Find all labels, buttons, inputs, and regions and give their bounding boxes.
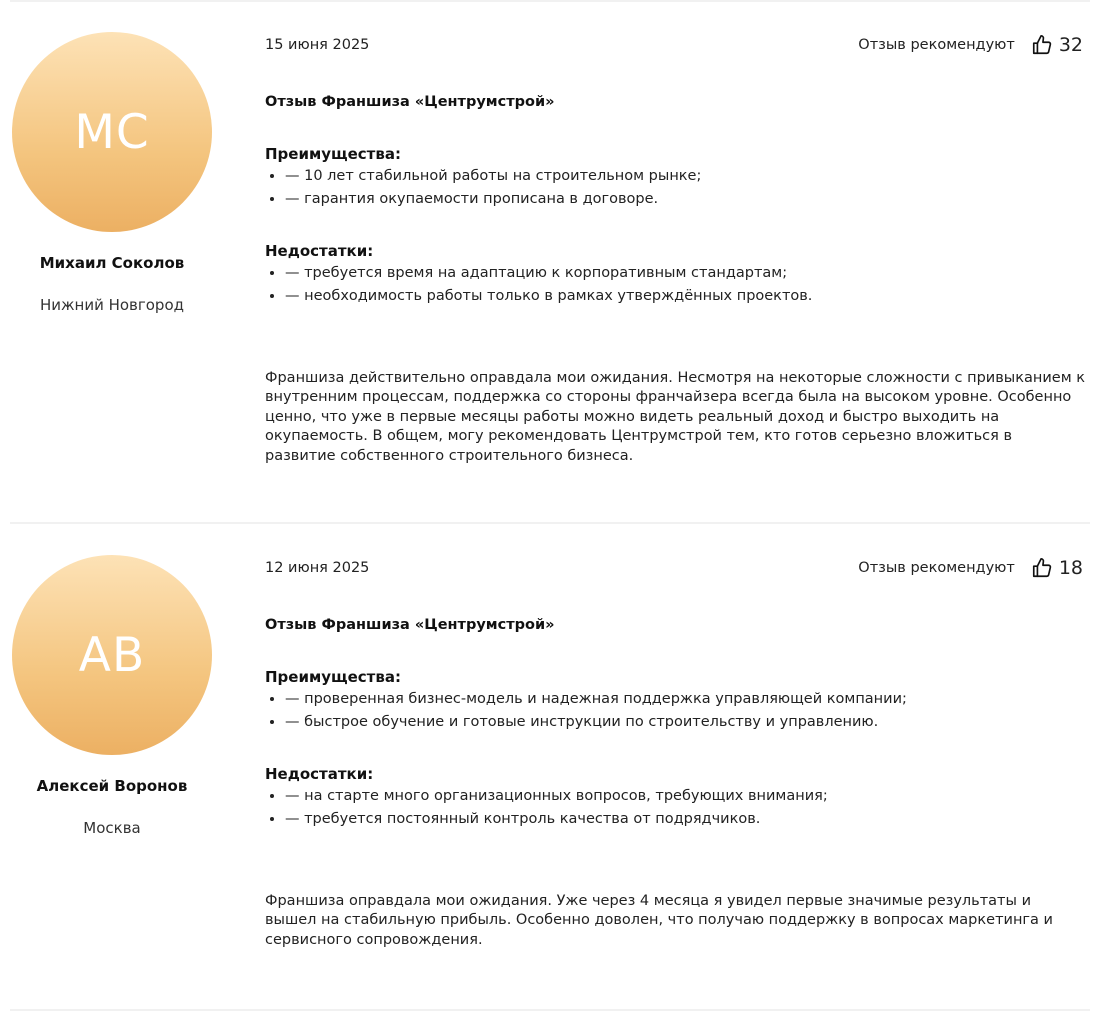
pros-title: Преимущества: (265, 145, 401, 163)
review-divider (10, 522, 1090, 524)
list-item: • — проверенная бизнес-модель и надежная поддержка управляющей компании; (285, 688, 1105, 711)
pros-list (265, 165, 1105, 211)
pros-list (265, 688, 1105, 734)
thumbs-up-icon[interactable] (1031, 557, 1053, 579)
cons-list (265, 785, 1105, 831)
recommend-label: Отзыв рекомендуют (858, 560, 1015, 576)
review-title: Отзыв Франшиза «Центрумстрой» (265, 94, 555, 110)
list-item: • — на старте много организационных вопросов, требующих внимания; (285, 785, 1105, 808)
cons-title: Недостатки: (265, 765, 374, 783)
top-divider (10, 0, 1090, 2)
author-city: Москва (83, 819, 141, 837)
bottom-divider (10, 1009, 1090, 1011)
pros-title: Преимущества: (265, 668, 401, 686)
review-text: Франшиза оправдала мои ожидания. Уже через 4 месяца я увидел первые значимые результаты и вышел на стабильную прибыль. Особенно доволен, что получаю поддержку в вопросах маркетинга и сервисного сопровождения. (265, 893, 1053, 948)
avatar-initials: МС (74, 104, 150, 160)
avatar (12, 555, 212, 755)
avatar-initials: АВ (78, 627, 146, 683)
recommend-block (858, 557, 1083, 579)
author-name[interactable]: Михаил Соколов (39, 254, 185, 272)
list-item: • — требуется время на адаптацию к корпоративным стандартам; (285, 262, 1105, 285)
list-item: • — требуется постоянный контроль качества от подрядчиков. (285, 808, 1105, 831)
list-item: • — необходимость работы только в рамках утверждённых проектов. (285, 285, 1105, 308)
author-name[interactable]: Алексей Воронов (36, 777, 188, 795)
cons-title: Недостатки: (265, 242, 374, 260)
review-card (0, 32, 1107, 512)
list-item: • — быстрое обучение и готовые инструкции по строительству и управлению. (285, 711, 1105, 734)
list-item: • — 10 лет стабильной работы на строительном рынке; (285, 165, 1105, 188)
review-text: Франшиза действительно оправдала мои ожидания. Несмотря на некоторые сложности с привыканием к внутренним процессам, поддержка со стороны франчайзера всегда была на высоком уровне. Особенно ценно, что уже в первые месяцы работы можно видеть реальный доход и быстро выходить на окупаемость. В общем, могу рекомендовать Центрумстрой тем, кто готов серьезно вложиться в развитие собственного строительного бизнеса. (265, 370, 1085, 464)
like-count: 18 (1058, 557, 1083, 579)
recommend-label: Отзыв рекомендуют (858, 37, 1015, 53)
thumbs-up-icon[interactable] (1031, 34, 1053, 56)
review-card (0, 555, 1107, 1005)
list-item: • — гарантия окупаемости прописана в договоре. (285, 188, 1105, 211)
like-count: 32 (1058, 34, 1083, 56)
review-title: Отзыв Франшиза «Центрумстрой» (265, 617, 555, 633)
recommend-block (858, 34, 1083, 56)
author-city: Нижний Новгород (39, 296, 185, 314)
review-date: 15 июня 2025 (265, 37, 370, 53)
cons-list (265, 262, 1105, 308)
review-date: 12 июня 2025 (265, 560, 370, 576)
avatar (12, 32, 212, 232)
